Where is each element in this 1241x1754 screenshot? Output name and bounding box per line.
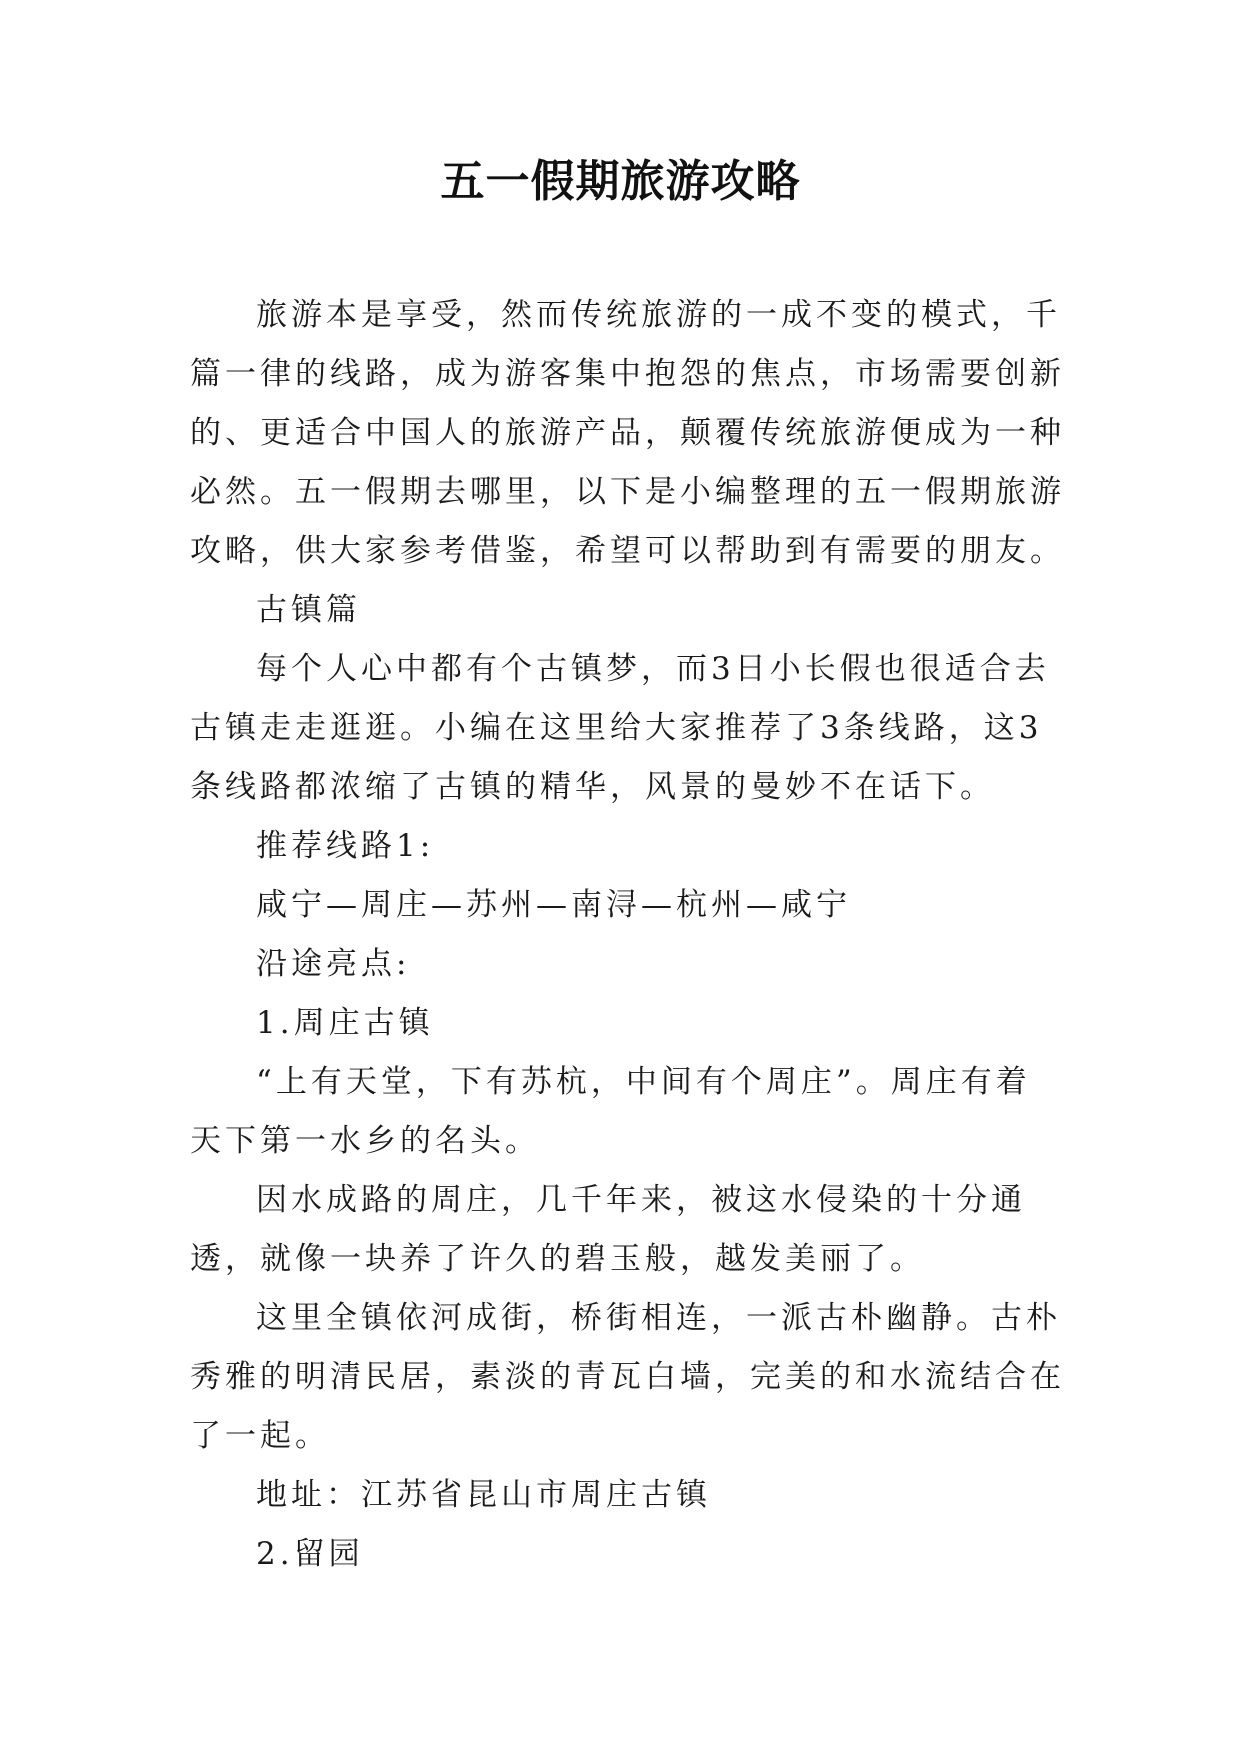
- document-body: [190, 286, 1065, 1584]
- paragraph-ancient-towns-intro: 每个人心中都有个古镇梦，而3日小长假也很适合去古镇走走逛逛。小编在这里给大家推荐了3条线路，这3条线路都浓缩了古镇的精华，风景的曼妙不在话下。: [190, 651, 1050, 805]
- document-title: 五一假期旅游攻略: [440, 156, 801, 207]
- paragraph-zhouzhuang-quote: “上有天堂，下有苏杭，中间有个周庄”。周庄有着天下第一水乡的名头。: [190, 1064, 1031, 1159]
- highlight-heading-zhouzhuang: 1.周庄古镇: [256, 1005, 434, 1041]
- paragraph-zhouzhuang-streets: 这里全镇依河成街，桥街相连，一派古朴幽静。古朴秀雅的明清民居，素淡的青瓦白墙，完美的和水流结合在了一起。: [190, 1300, 1065, 1454]
- route-heading-1: 推荐线路1:: [256, 828, 435, 864]
- section-heading-ancient-towns: 古镇篇: [256, 592, 361, 628]
- paragraph-intro: 旅游本是享受，然而传统旅游的一成不变的模式，千篇一律的线路，成为游客集中抱怨的焦点，市场需要创新的、更适合中国人的旅游产品，颠覆传统旅游便成为一种必然。五一假期去哪里，以下是小编整理的五一假期旅游攻略，供大家参考借鉴，希望可以帮助到有需要的朋友。: [190, 297, 1065, 569]
- address-zhouzhuang: 地址：江苏省昆山市周庄古镇: [256, 1477, 711, 1513]
- paragraph-zhouzhuang-water: 因水成路的周庄，几千年来，被这水侵染的十分通透，就像一块养了许久的碧玉般，越发美丽了。: [190, 1182, 1026, 1277]
- highlights-heading: 沿途亮点:: [256, 946, 411, 982]
- highlight-heading-liuyuan: 2.留园: [256, 1536, 364, 1572]
- route-stops-1: 咸宁—周庄—苏州—南浔—杭州—咸宁: [256, 887, 851, 923]
